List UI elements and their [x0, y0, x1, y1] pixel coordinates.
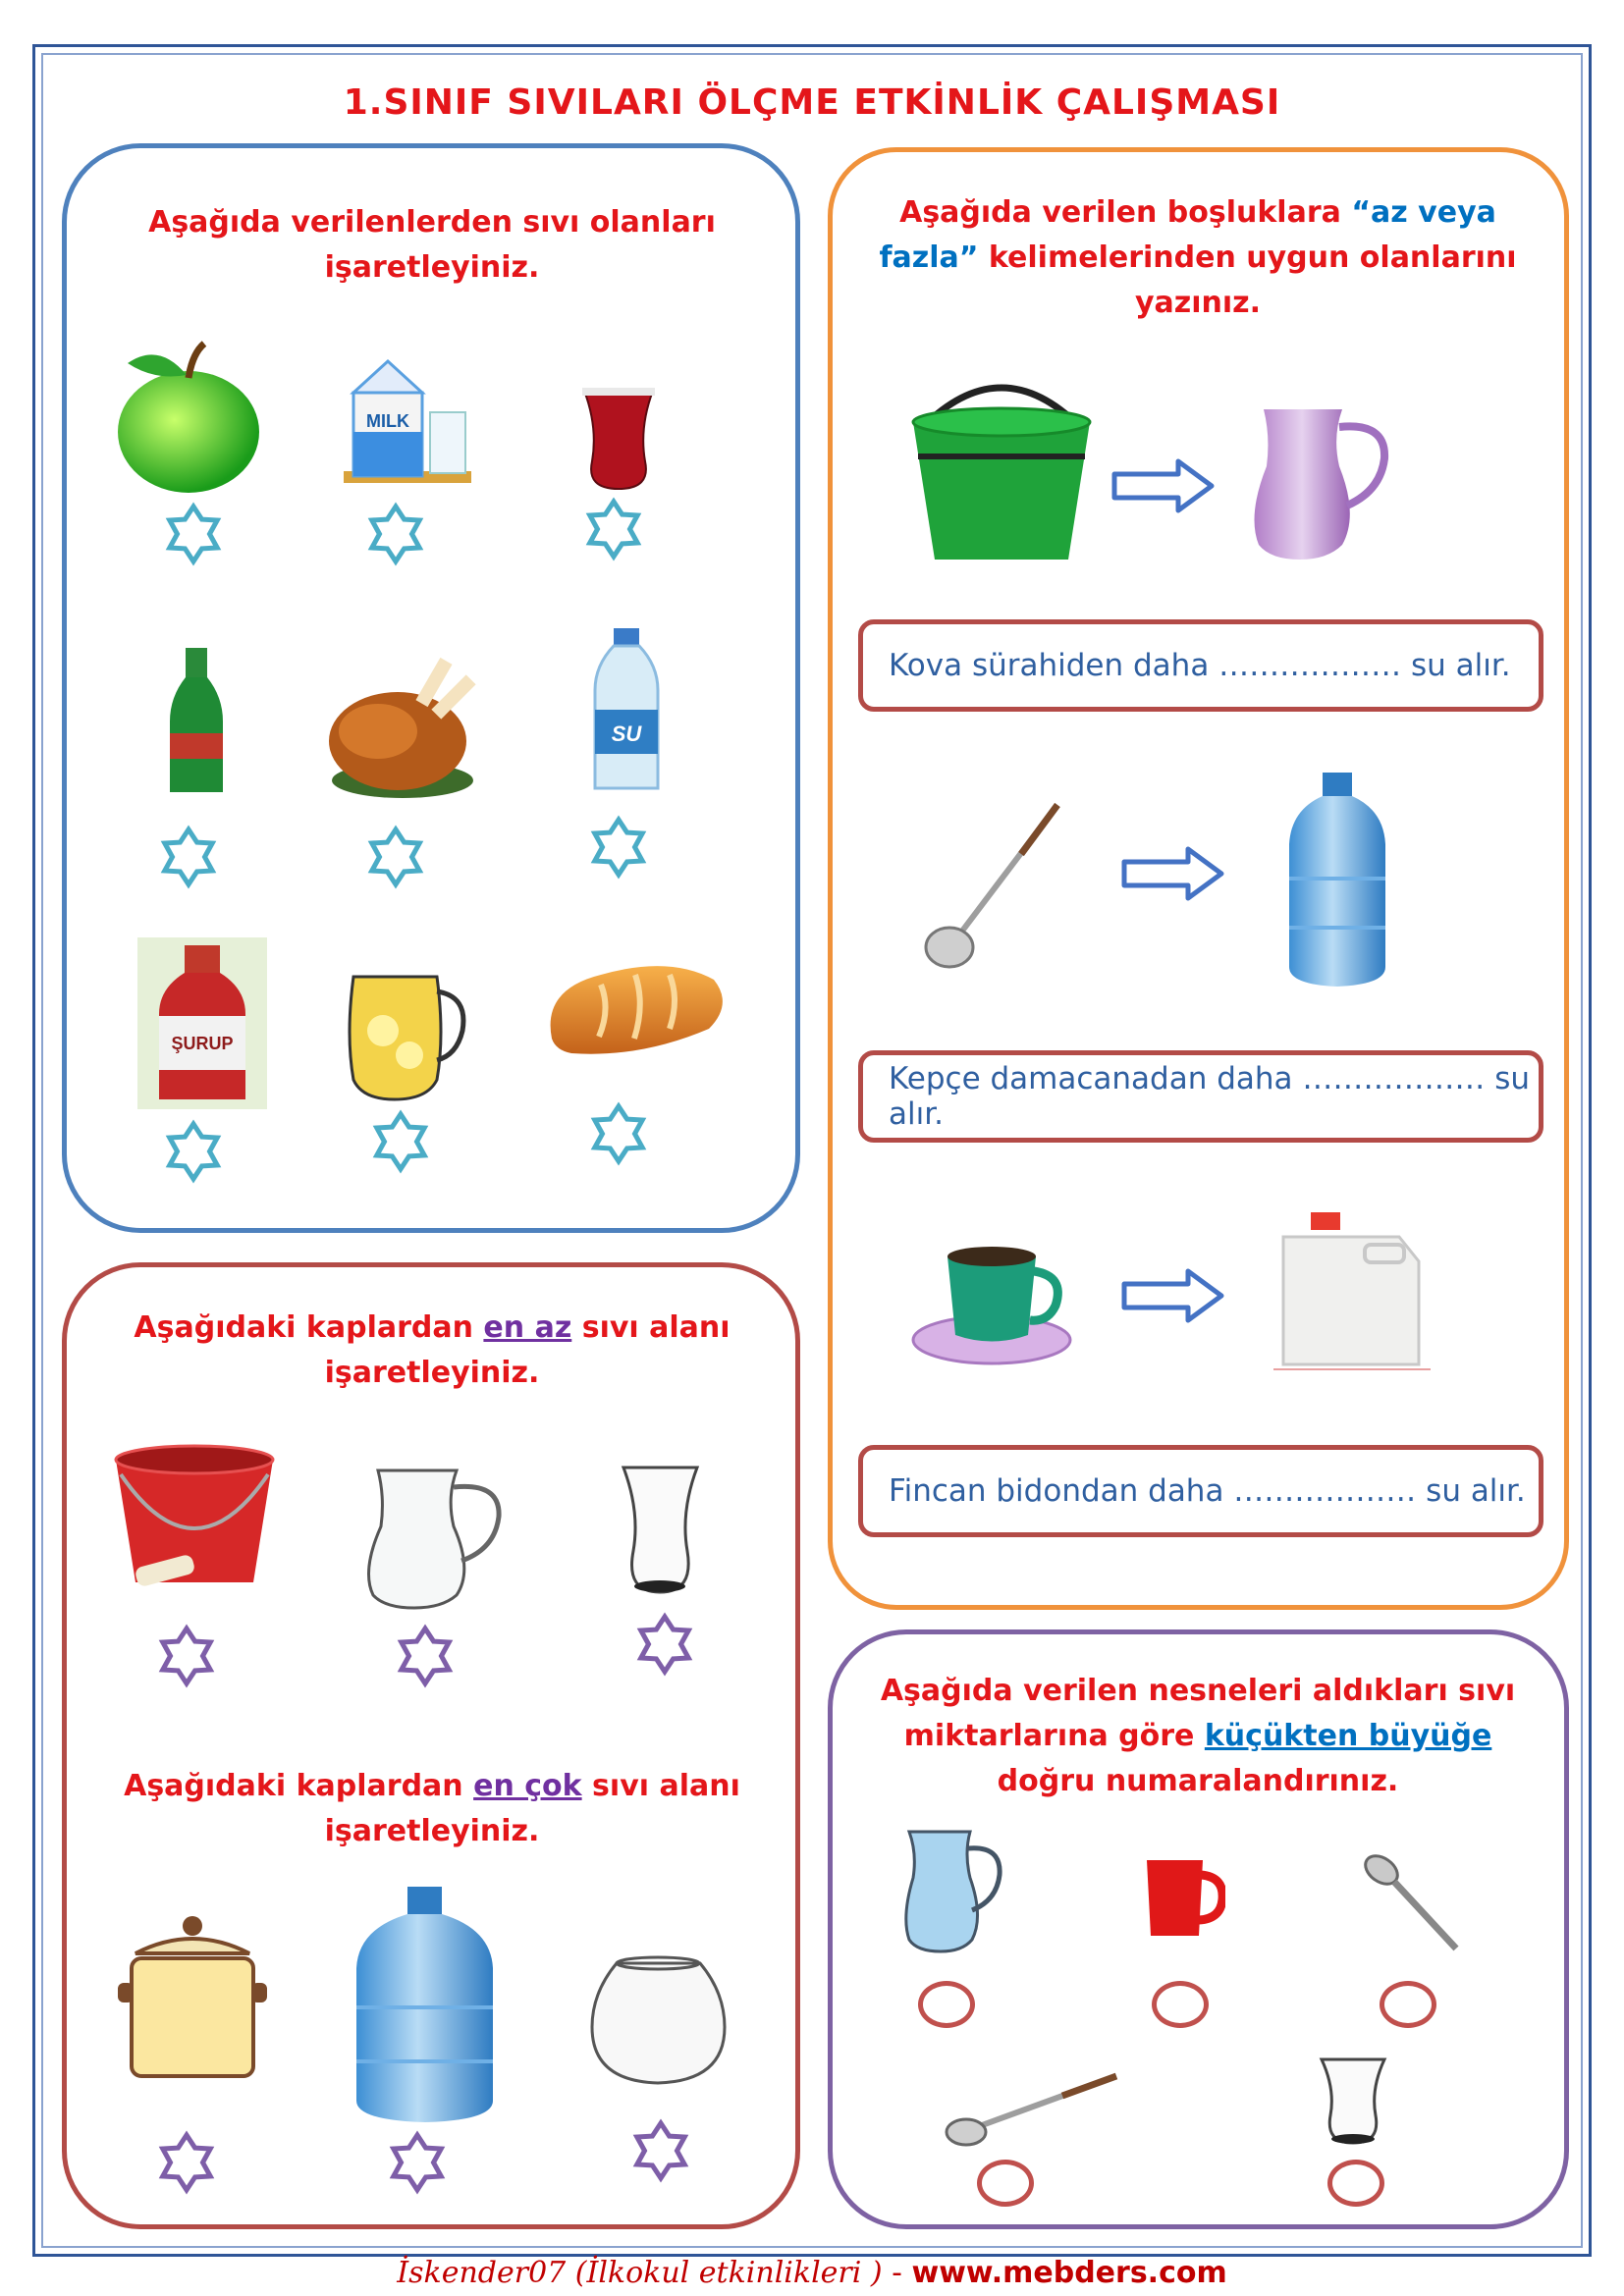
lemonade-pitcher-icon: [339, 957, 471, 1104]
checkbox-star-2[interactable]: [361, 500, 430, 568]
green-bucket-icon: [903, 368, 1100, 569]
spoon-icon: [1360, 1850, 1463, 1963]
checkbox-star-least-1[interactable]: [152, 1622, 221, 1690]
roast-chicken-icon: [319, 638, 486, 805]
bread-icon: [542, 950, 729, 1060]
number-circle-5[interactable]: [1327, 2160, 1384, 2207]
water-pitcher-icon: [901, 1824, 1004, 1956]
syrup-bottle-icon: [137, 937, 267, 1109]
checkbox-star-8[interactable]: [366, 1107, 435, 1176]
footer-url[interactable]: www.mebders.com: [911, 2256, 1227, 2290]
liquids-instruction: Aşağıda verilenlerden sıvı olanları işaretleyiniz.: [148, 205, 716, 285]
red-mug-icon: [1142, 1855, 1225, 1942]
footer-signature: İskender07 (İlkokul etkinlikleri ): [397, 2256, 883, 2290]
checkbox-star-9[interactable]: [584, 1099, 653, 1168]
tea-glass-empty-icon: [1314, 2055, 1392, 2148]
order-instruction: Aşağıda verilen nesneleri aldıkları sıvı miktarlarına göre küçükten büyüğe doğru numaralandırınız.: [880, 1674, 1516, 1798]
checkbox-star-most-1[interactable]: [152, 2128, 221, 2197]
coffee-cup-icon: [908, 1232, 1075, 1369]
arrow-right-icon-2: [1119, 844, 1227, 903]
jerrycan-icon: [1272, 1207, 1434, 1374]
least-instruction: Aşağıdaki kaplardan en az sıvı alanı işaretleyiniz.: [134, 1310, 731, 1390]
milk-label: MILK: [366, 411, 409, 431]
glass-bowl-icon: [587, 1953, 730, 2091]
footer: İskender07 (İlkokul etkinlikleri ) - www.mebders.com: [397, 2256, 1227, 2290]
checkbox-star-3[interactable]: [579, 495, 648, 563]
compare-instruction: Aşağıda verilen boşluklara “az veya fazla” kelimelerinden uygun olanlarını yazınız.: [879, 195, 1517, 320]
milk-carton-icon: [334, 353, 481, 491]
tea-glass-empty-icon: [614, 1463, 707, 1600]
number-circle-1[interactable]: [918, 1981, 975, 2028]
cooking-pot-icon: [116, 1914, 268, 2086]
checkbox-star-7[interactable]: [159, 1117, 228, 1186]
checkbox-star-least-3[interactable]: [630, 1610, 699, 1679]
number-circle-4[interactable]: [977, 2160, 1034, 2207]
ladle-icon: [918, 800, 1065, 977]
arrow-right-icon-3: [1119, 1266, 1227, 1325]
checkbox-star-least-2[interactable]: [391, 1622, 460, 1690]
red-bucket-icon: [106, 1435, 283, 1602]
checkbox-star-most-2[interactable]: [383, 2128, 452, 2197]
tea-glass-icon: [574, 383, 663, 496]
checkbox-star-4[interactable]: [154, 823, 223, 891]
checkbox-star-1[interactable]: [159, 500, 228, 568]
glass-pitcher-icon: [363, 1463, 511, 1610]
answer-box-3[interactable]: Fincan bidondan daha ……………… su alır.: [858, 1445, 1543, 1537]
number-circle-3[interactable]: [1380, 1981, 1436, 2028]
soda-bottle-icon: [162, 643, 231, 800]
water-jug-icon: [349, 1885, 501, 2125]
water-jug-icon: [1283, 771, 1391, 991]
checkbox-star-most-3[interactable]: [626, 2116, 695, 2185]
apple-icon: [110, 334, 267, 501]
checkbox-star-6[interactable]: [584, 813, 653, 881]
water-bottle-label: SU: [611, 721, 642, 746]
ladle-icon: [945, 2071, 1121, 2150]
arrow-right-icon-1: [1110, 456, 1218, 515]
answer-box-2[interactable]: Kepçe damacanadan daha ……………… su alır.: [858, 1050, 1543, 1143]
checkbox-star-5[interactable]: [361, 823, 430, 891]
page-title: 1.SINIF SIVILARI ÖLÇME ETKİNLİK ÇALIŞMASI: [343, 82, 1281, 123]
number-circle-2[interactable]: [1152, 1981, 1209, 2028]
syrup-label: ŞURUP: [171, 1034, 234, 1053]
answer-box-1[interactable]: Kova sürahiden daha ……………… su alır.: [858, 619, 1543, 712]
purple-pitcher-icon: [1249, 398, 1396, 564]
water-bottle-icon: [587, 626, 666, 793]
most-instruction: Aşağıdaki kaplardan en çok sıvı alanı işaretleyiniz.: [124, 1769, 740, 1848]
